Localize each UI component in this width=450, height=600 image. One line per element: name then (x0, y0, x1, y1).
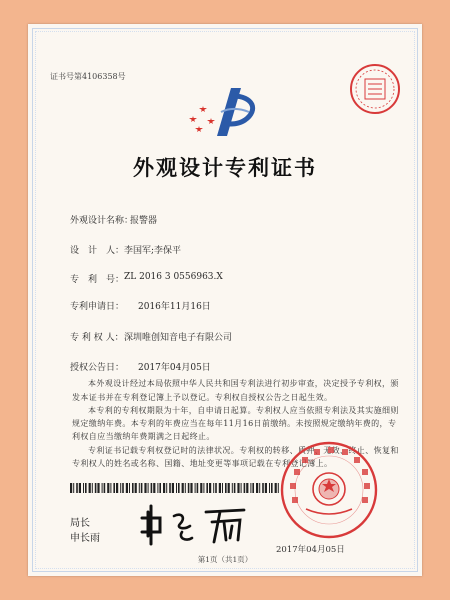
barcode-bar (116, 483, 118, 493)
barcode-bar (139, 483, 140, 493)
body-text-line: 本外观设计经过本局依照中华人民共和国专利法进行初步审查，决定授予专利权，颁 (88, 379, 399, 388)
barcode-bar (153, 483, 155, 493)
barcode-bar (172, 483, 174, 493)
barcode-bar (113, 483, 115, 493)
barcode-bar (209, 483, 211, 493)
barcode-bar (241, 483, 242, 493)
barcode-bar (176, 483, 177, 493)
field-value-grant-date: 2017年04月05日 (138, 363, 211, 373)
barcode-bar (157, 483, 158, 493)
barcode-bar (92, 483, 93, 493)
field-label-design-name: 外观设计名称： (70, 216, 134, 226)
certificate-title: 外观设计专利证书 (133, 156, 317, 180)
body-text-line: 发本证书并在专利登记簿上予以登记。专利权自授权公告之日起生效。 (72, 393, 333, 402)
barcode-bar (203, 483, 204, 493)
barcode-bar (76, 483, 78, 493)
barcode-bar (195, 483, 196, 493)
barcode-bar (126, 483, 128, 493)
barcode-bar (262, 483, 264, 493)
barcode-bar (182, 483, 184, 493)
director-title: 局长 (70, 518, 90, 529)
barcode-bar (129, 483, 130, 493)
body-text-line: 专利证书记载专利权登记时的法律状况。专利权的转移、质押、无效、终止、恢复和 (88, 446, 399, 455)
barcode-bar (70, 483, 72, 493)
field-value-patent-number: ZL 2016 3 0556963.X (124, 272, 223, 282)
barcode-bar (85, 483, 87, 493)
director-name: 申长雨 (70, 533, 100, 544)
barcode-bar (244, 483, 246, 493)
barcode-bar (102, 483, 103, 493)
barcode-bar (148, 483, 149, 493)
barcode-bar (222, 483, 223, 493)
barcode-bar (252, 483, 254, 493)
barcode-bar (120, 483, 121, 493)
barcode-bar (228, 483, 230, 493)
barcode-bar (265, 483, 267, 493)
barcode-bar (107, 483, 109, 493)
patent-agency-seal-icon (348, 62, 402, 116)
barcode-bar (213, 483, 214, 493)
barcode-bar (159, 483, 161, 493)
barcode-bar (169, 483, 171, 493)
page-footer: 第1页（共1页） (197, 555, 253, 564)
patent-office-emblem-icon (183, 82, 261, 142)
barcode-bar (225, 483, 227, 493)
barcode-bar (97, 483, 99, 493)
barcode-bar (185, 483, 186, 493)
field-label-designer: 设 计 人： (70, 246, 125, 256)
body-text-line: 本专利的专利权期限为十年，自申请日起算。专利权人应当依照专利法及其实施细则 (88, 406, 399, 415)
barcode-bar (122, 483, 124, 493)
barcode-bar (215, 483, 217, 493)
field-value-design-name: 报警器 (130, 216, 158, 226)
barcode-bar (79, 483, 81, 493)
barcode-bar (151, 483, 153, 493)
barcode-bar (178, 483, 180, 493)
barcode-bar (95, 483, 97, 493)
field-value-designer: 李国军;李保平 (124, 246, 182, 256)
barcode-bar (271, 483, 273, 493)
field-label-patentee: 专 利 权 人： (70, 333, 124, 343)
certificate-number: 证书号第4106358号 (50, 72, 126, 81)
barcode-bar (234, 483, 236, 493)
barcode-bar (188, 483, 190, 493)
barcode-bar (232, 483, 233, 493)
seal-date: 2017年04月05日 (276, 545, 345, 555)
field-label-application-date: 专利申请日： (70, 302, 125, 312)
barcode-bar (73, 483, 74, 493)
barcode-bar (256, 483, 258, 493)
barcode-bar (259, 483, 260, 493)
barcode-icon (70, 483, 280, 493)
barcode-bar (219, 483, 221, 493)
barcode-bar (141, 483, 143, 493)
barcode-bar (135, 483, 137, 493)
barcode-bar (246, 483, 248, 493)
barcode-bar (237, 483, 239, 493)
barcode-bar (190, 483, 192, 493)
field-label-patent-number: 专 利 号： (70, 275, 125, 285)
body-text-line: 规定缴纳年费。本专利的年费应当在每年11月16日前缴纳。未按照规定缴纳年费的，专 (72, 419, 397, 428)
barcode-bar (144, 483, 146, 493)
barcode-bar (250, 483, 251, 493)
barcode-bar (163, 483, 165, 493)
director-signature-icon (134, 498, 264, 550)
field-label-grant-date: 授权公告日： (70, 363, 125, 373)
field-value-application-date: 2016年11月16日 (138, 302, 211, 312)
barcode-bar (197, 483, 199, 493)
body-text-line: 利权自应当缴纳年费期满之日起终止。 (72, 432, 215, 441)
barcode-bar (200, 483, 202, 493)
official-red-seal-icon (278, 439, 380, 541)
barcode-bar (269, 483, 270, 493)
barcode-bar (132, 483, 134, 493)
barcode-bar (110, 483, 111, 493)
field-value-patentee: 深圳唯创知音电子有限公司 (124, 333, 233, 343)
barcode-bar (89, 483, 91, 493)
barcode-bar (104, 483, 106, 493)
barcode-bar (83, 483, 84, 493)
barcode-bar (166, 483, 167, 493)
certificate-paper (28, 24, 422, 576)
barcode-bar (206, 483, 208, 493)
body-text-line: 专利权人的姓名或名称、国籍、地址变更等事项记载在专利登记簿上。 (72, 459, 333, 468)
barcode-bar (278, 483, 279, 493)
barcode-bar (275, 483, 277, 493)
